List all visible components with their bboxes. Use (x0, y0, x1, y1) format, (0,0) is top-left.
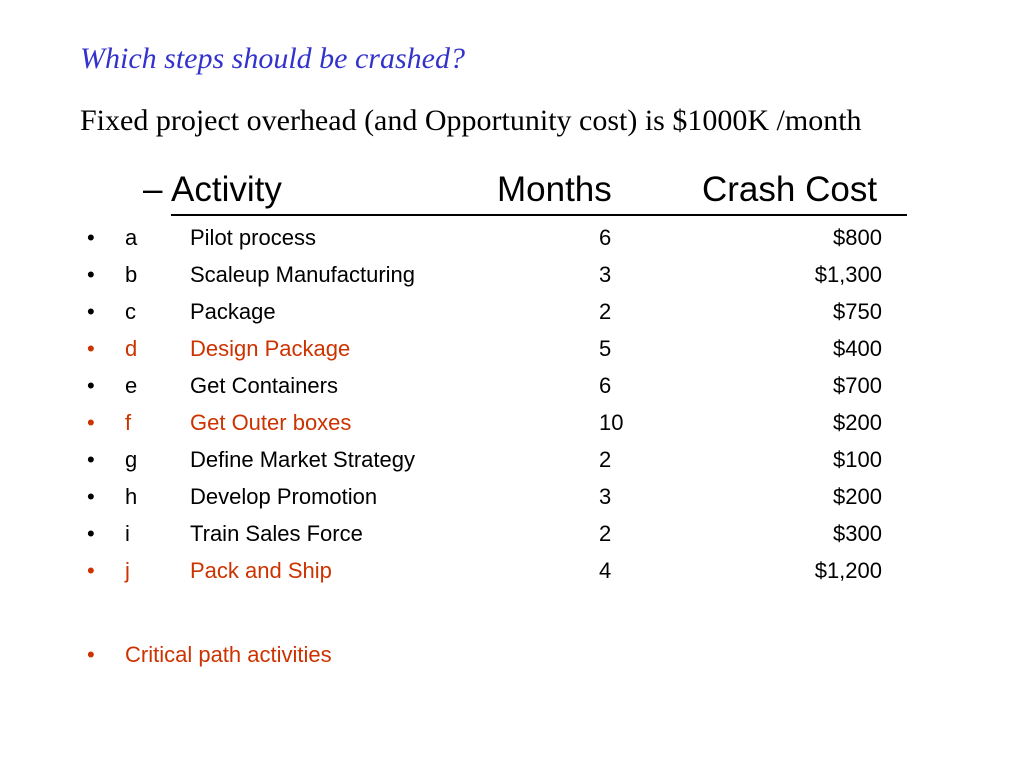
activity-letter: i (125, 521, 130, 546)
critical-path-legend (0, 642, 1024, 672)
activity-crash-cost: $400 (833, 336, 882, 361)
table-row-critical (0, 336, 1024, 366)
activity-months: 6 (599, 373, 612, 398)
activity-months: 2 (599, 521, 612, 546)
activity-months: 10 (599, 410, 624, 435)
table-row-critical (0, 558, 1024, 588)
bullet: • (87, 521, 95, 546)
table-row (0, 373, 1024, 403)
header-months: Months (497, 170, 612, 209)
activity-crash-cost: $1,200 (814, 558, 882, 583)
activity-crash-cost: $100 (833, 447, 882, 472)
activity-crash-cost: $700 (833, 373, 882, 398)
activity-letter: j (125, 558, 130, 583)
activity-months: 3 (599, 484, 612, 509)
table-row-critical (0, 410, 1024, 440)
bullet: • (87, 642, 95, 667)
table-row (0, 521, 1024, 551)
slide-title: Which steps should be crashed? (80, 42, 465, 75)
bullet: • (87, 373, 95, 398)
activity-letter: d (125, 336, 138, 361)
activity-letter: b (125, 262, 138, 287)
bullet: • (87, 447, 95, 472)
header-underline (171, 170, 907, 216)
activity-name: Scaleup Manufacturing (190, 262, 416, 287)
activity-letter: g (125, 447, 138, 472)
slide-subtitle: Fixed project overhead (and Opportunity cost) is $1000K /month (80, 104, 862, 137)
activity-letter: f (125, 410, 132, 435)
activity-months: 5 (599, 336, 612, 361)
activity-months: 3 (599, 262, 612, 287)
bullet: • (87, 262, 95, 287)
activity-crash-cost: $1,300 (814, 262, 882, 287)
table-row (0, 447, 1024, 477)
activity-letter: e (125, 373, 138, 398)
table-row (0, 262, 1024, 292)
activity-months: 2 (599, 447, 612, 472)
activity-crash-cost: $750 (833, 299, 882, 324)
bullet: • (87, 558, 95, 583)
activity-months: 2 (599, 299, 612, 324)
activity-name: Get Outer boxes (190, 410, 352, 435)
header-dash: – (143, 170, 163, 209)
bullet: • (87, 299, 95, 324)
activity-crash-cost: $300 (833, 521, 882, 546)
activity-name: Pilot process (190, 225, 316, 250)
activity-name: Design Package (190, 336, 351, 361)
activity-letter: c (125, 299, 136, 324)
table-row (0, 484, 1024, 514)
bullet: • (87, 225, 95, 250)
activity-name: Develop Promotion (190, 484, 378, 509)
header-activity: Activity (171, 170, 282, 209)
activity-months: 4 (599, 558, 612, 583)
activity-letter: h (125, 484, 138, 509)
activity-letter: a (125, 225, 138, 250)
table-row (0, 299, 1024, 329)
legend-text: Critical path activities (125, 642, 332, 667)
activity-name: Get Containers (190, 373, 338, 398)
activity-name: Package (190, 299, 276, 324)
table-row (0, 225, 1024, 255)
activity-crash-cost: $200 (833, 410, 882, 435)
activity-name: Pack and Ship (190, 558, 332, 583)
activity-months: 6 (599, 225, 612, 250)
activity-name: Define Market Strategy (190, 447, 415, 472)
header-crash-cost: Crash Cost (702, 170, 878, 209)
activity-name: Train Sales Force (190, 521, 363, 546)
activity-crash-cost: $200 (833, 484, 882, 509)
bullet: • (87, 336, 95, 361)
activity-crash-cost: $800 (833, 225, 882, 250)
bullet: • (87, 484, 95, 509)
bullet: • (87, 410, 95, 435)
